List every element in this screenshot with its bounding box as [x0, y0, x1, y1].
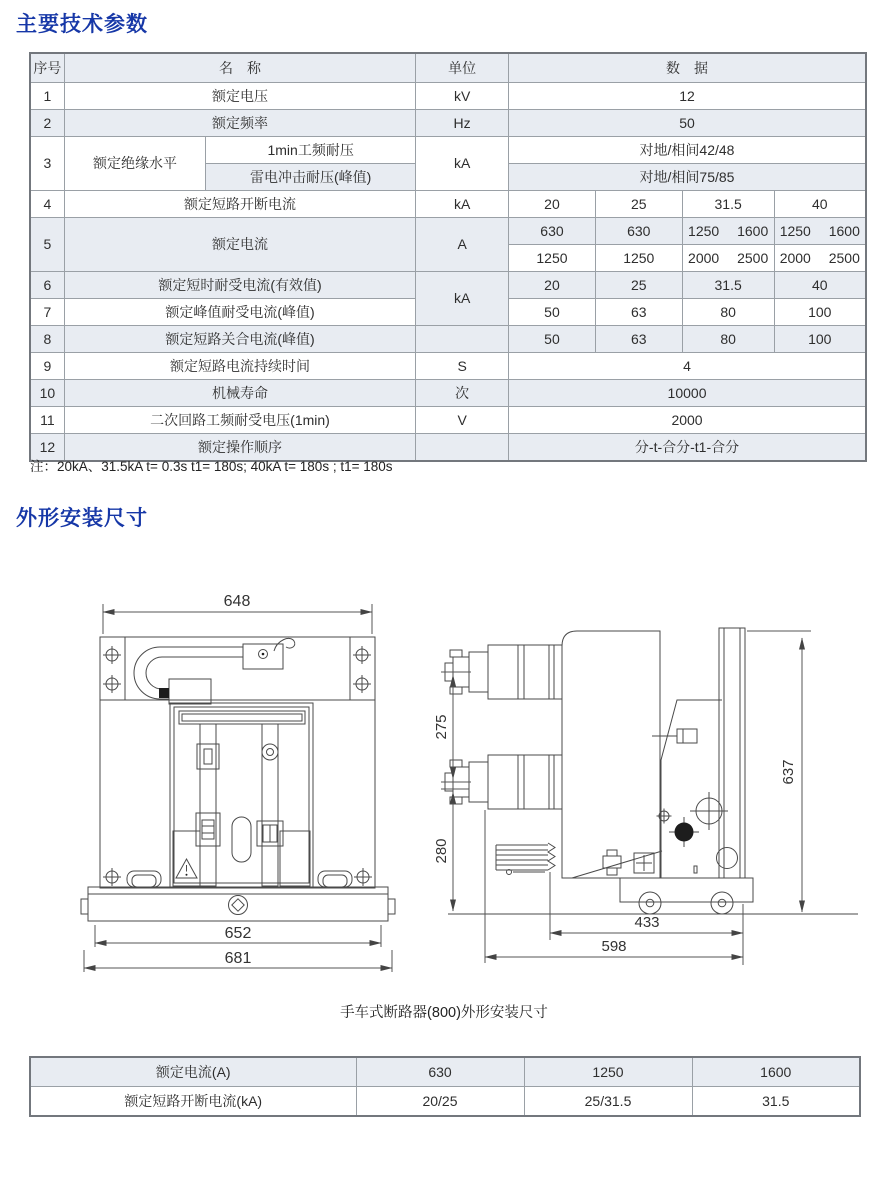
cell: 3 [30, 137, 64, 191]
table-row [30, 83, 866, 110]
cell: 4 [30, 191, 64, 218]
cell: 9 [30, 353, 64, 380]
table-row [30, 272, 866, 299]
rating-summary-table [29, 1056, 861, 1117]
cell: 10 [30, 380, 64, 407]
cell: 20 [509, 191, 596, 218]
table-row [30, 326, 866, 353]
cell: 25 [595, 272, 682, 299]
cell: 额定短路关合电流(峰值) [64, 326, 415, 353]
table-row [30, 110, 866, 137]
table-row [30, 1057, 860, 1087]
cell: A [416, 218, 509, 272]
cell [416, 434, 509, 462]
header-no: 序号 [30, 53, 64, 83]
cell: 4 [509, 353, 866, 380]
cell: 1min工频耐压 [206, 137, 416, 164]
cell: 630 [356, 1057, 524, 1087]
cell: 20 [509, 272, 596, 299]
cell: 50 [509, 110, 866, 137]
cell: 50 [509, 326, 596, 353]
cell: 雷电冲击耐压(峰值) [206, 164, 416, 191]
table-row [30, 218, 866, 245]
table-row [30, 407, 866, 434]
spring-coil [496, 843, 555, 875]
cell: 额定短路电流持续时间 [64, 353, 415, 380]
cell [416, 326, 509, 353]
cell: 对地/相间75/85 [509, 164, 866, 191]
cell: 额定短路开断电流(kA) [30, 1087, 356, 1117]
table-row [30, 1087, 860, 1117]
cell: 2000 2500 [682, 245, 774, 272]
cell: 8 [30, 326, 64, 353]
cell: 25/31.5 [524, 1087, 692, 1117]
table-row [30, 380, 866, 407]
outline-dimension-drawings [0, 560, 888, 990]
cell: 分-t-合分-t1-合分 [509, 434, 866, 462]
dim-275-label: 275 [433, 714, 450, 740]
dim-648-label: 648 [223, 593, 251, 610]
cell: V [416, 407, 509, 434]
dim-681-label: 681 [224, 950, 252, 967]
side-view-dimensions [441, 631, 811, 965]
cell: 额定短时耐受电流(有效值) [64, 272, 415, 299]
front-view-dimensions [84, 604, 392, 972]
drawing-caption: 手车式断路器(800)外形安装尺寸 [340, 1005, 548, 1021]
cell: 额定峰值耐受电流(峰值) [64, 299, 415, 326]
cell: 630 [595, 218, 682, 245]
cell: 20/25 [356, 1087, 524, 1117]
cell: kA [416, 191, 509, 218]
cell: 31.5 [682, 191, 774, 218]
table-footnote: 注：20kA、31.5kA t= 0.3s t1= 180s; 40kA t= 180s ; t1= 180s [30, 459, 393, 474]
dim-433-label: 433 [634, 914, 660, 931]
cell: 12 [509, 83, 866, 110]
cell: 次 [416, 380, 509, 407]
cell: 1 [30, 83, 64, 110]
cell: 100 [774, 299, 866, 326]
cell: 31.5 [692, 1087, 860, 1117]
trolley-wheel-icon [639, 892, 733, 914]
cell: 63 [595, 299, 682, 326]
cell: 11 [30, 407, 64, 434]
cell: kA [416, 137, 509, 191]
cell: 31.5 [682, 272, 774, 299]
dim-637-label: 637 [780, 759, 797, 785]
cell: 63 [595, 326, 682, 353]
cell: 额定电流(A) [30, 1057, 356, 1087]
cell: 12 [30, 434, 64, 462]
cell: 1250 1600 [682, 218, 774, 245]
cell: 对地/相间42/48 [509, 137, 866, 164]
main-parameters-table [29, 52, 867, 462]
cell: 2000 2500 [774, 245, 866, 272]
cell: S [416, 353, 509, 380]
cell: 10000 [509, 380, 866, 407]
cell: 1250 1600 [774, 218, 866, 245]
cell: 40 [774, 272, 866, 299]
cell: 额定频率 [64, 110, 415, 137]
interlock-cable [134, 638, 295, 704]
cell: 额定操作顺序 [64, 434, 415, 462]
dim-598-label: 598 [601, 938, 627, 955]
table-header-row [30, 53, 866, 83]
table-row [30, 353, 866, 380]
cell: 额定短路开断电流 [64, 191, 415, 218]
front-view-drawing [81, 637, 395, 921]
base-diamond-icon [229, 896, 248, 915]
cell: 6 [30, 272, 64, 299]
cell: 80 [682, 299, 774, 326]
cell: 630 [509, 218, 596, 245]
cell: 额定电流 [64, 218, 415, 272]
cell: 25 [595, 191, 682, 218]
cell: 40 [774, 191, 866, 218]
cell: 2000 [509, 407, 866, 434]
cell: 1250 [595, 245, 682, 272]
dim-280-label: 280 [433, 838, 450, 864]
table-row [30, 137, 866, 164]
cell: kV [416, 83, 509, 110]
cell: kA [416, 272, 509, 326]
cell: 1250 [509, 245, 596, 272]
warning-triangle-icon [176, 859, 197, 878]
cell: 7 [30, 299, 64, 326]
cell: 额定绝缘水平 [64, 137, 205, 191]
section-title-main-parameters: 主要技术参数 [16, 13, 148, 36]
cell: 80 [682, 326, 774, 353]
section-title-dimensions: 外形安装尺寸 [16, 507, 148, 530]
dim-652-label: 652 [224, 925, 252, 942]
header-unit: 单位 [416, 53, 509, 83]
cell: 50 [509, 299, 596, 326]
header-data: 数 据 [509, 53, 866, 83]
cell: 1600 [692, 1057, 860, 1087]
cell: 额定电压 [64, 83, 415, 110]
cell: 2 [30, 110, 64, 137]
cell: 100 [774, 326, 866, 353]
cell: 二次回路工频耐受电压(1min) [64, 407, 415, 434]
cell: 1250 [524, 1057, 692, 1087]
header-name: 名 称 [64, 53, 415, 83]
table-row [30, 191, 866, 218]
cell: Hz [416, 110, 509, 137]
cell: 机械寿命 [64, 380, 415, 407]
cell: 5 [30, 218, 64, 272]
